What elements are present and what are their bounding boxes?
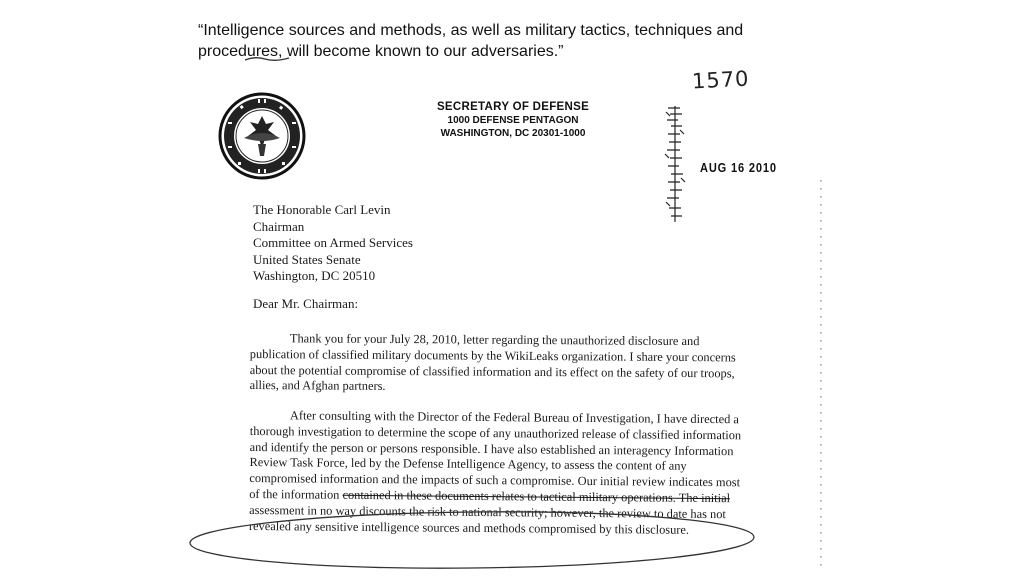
scan-edge-mark xyxy=(820,180,822,570)
quote-caption: “Intelligence sources and methods, as well as military tactics, techniques and procedures, will become known to our adversaries.” xyxy=(198,22,744,60)
handwritten-underline xyxy=(243,55,291,63)
addressee-title: Chairman xyxy=(253,218,305,234)
circled-text: assessment in no way discounts the risk to national security; however, the review to date has not revealed any sensitive intelligence sources and methods compromised by this disclosure. xyxy=(248,502,726,537)
letterhead-address: 1000 DEFENSE PENTAGON xyxy=(447,115,579,126)
received-date: AUG 16 2010 xyxy=(700,160,777,175)
salutation: Dear Mr. Chairman: xyxy=(253,296,359,311)
received-stamp-marks xyxy=(662,104,688,224)
paragraph-2-main: After consulting with the Director of the Federal Bureau of Investigation, I have directed a thorough investigation to determine the scope of any unauthorized release of classified information and identify the person or persons responsible. I have also established an interagency Information Review Task Force, led by the Defense Intelligence Agency, to assess the content of any compromised information and the impacts of such a compromise. Our initial review indicates most of the information xyxy=(249,408,742,502)
letterhead-city: WASHINGTON, DC 20301-1000 xyxy=(440,128,586,139)
letterhead xyxy=(408,100,618,140)
addressee-city: Washington, DC 20510 xyxy=(253,268,376,283)
struck-through-text: contained in these documents relates to tactical military operations. The initial xyxy=(342,487,731,506)
letterhead-title: SECRETARY OF DEFENSE xyxy=(436,101,590,113)
addressee-committee: Committee on Armed Services xyxy=(253,235,413,250)
paragraph-1 xyxy=(250,331,742,398)
hand-drawn-ellipse xyxy=(186,508,758,572)
addressee-body: United States Senate xyxy=(253,251,361,267)
dod-seal-icon xyxy=(218,92,306,180)
handwritten-number: 1570 xyxy=(691,66,751,94)
addressee-block xyxy=(253,202,413,285)
addressee-name: The Honorable Carl Levin xyxy=(253,202,391,217)
paragraph-1-text: Thank you for your July 28, 2010, letter regarding the unauthorized disclosure and publication of classified military documents by the WikiLeaks organization. I share your concerns about the potential compromise of classified information and its effect on the safety of our troops, allies, and Afghan partners. xyxy=(249,331,736,394)
